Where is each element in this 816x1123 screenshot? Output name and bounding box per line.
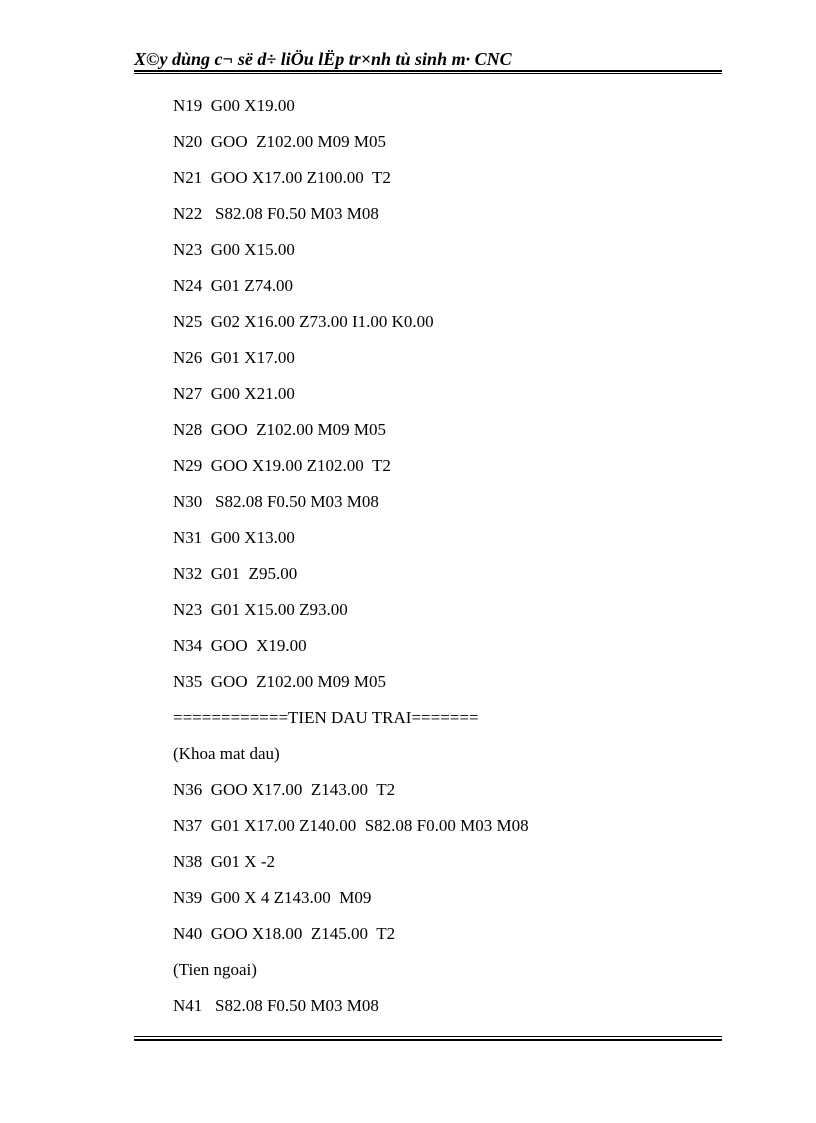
code-line: N20 GOO Z102.00 M09 M05 <box>173 132 386 151</box>
code-line: N27 G00 X21.00 <box>173 384 295 403</box>
page-header <box>134 48 722 70</box>
code-line: N19 G00 X19.00 <box>173 96 295 115</box>
code-line: N35 GOO Z102.00 M09 M05 <box>173 672 386 691</box>
footer-rule-thin <box>134 1036 722 1037</box>
code-line: N23 G00 X15.00 <box>173 240 295 259</box>
code-line: N25 G02 X16.00 Z73.00 I1.00 K0.00 <box>173 312 434 331</box>
header-rule-thin <box>134 73 722 74</box>
code-line: N34 GOO X19.00 <box>173 636 307 655</box>
code-line: N36 GOO X17.00 Z143.00 T2 <box>173 780 396 799</box>
code-line: N23 G01 X15.00 Z93.00 <box>173 600 348 619</box>
section-comment: (Tien ngoai) <box>173 960 257 979</box>
code-line: N40 GOO X18.00 Z145.00 T2 <box>173 924 396 943</box>
code-line: N41 S82.08 F0.50 M03 M08 <box>173 996 379 1015</box>
program-listing <box>173 94 733 1030</box>
header-rule-thick <box>134 70 722 72</box>
code-line: N32 G01 Z95.00 <box>173 564 298 583</box>
code-line: N31 G00 X13.00 <box>173 528 295 547</box>
code-line: N24 G01 Z74.00 <box>173 276 293 295</box>
code-line: N38 G01 X -2 <box>173 852 275 871</box>
code-line: N21 GOO X17.00 Z100.00 T2 <box>173 168 391 187</box>
code-line: N39 G00 X 4 Z143.00 M09 <box>173 888 372 907</box>
footer-rule-thick <box>134 1039 722 1041</box>
header-title: X©y dùng c¬ së d÷ liÖu lËp tr×nh tù sinh m· CNC <box>134 49 512 69</box>
code-line: N28 GOO Z102.00 M09 M05 <box>173 420 386 439</box>
code-line: N26 G01 X17.00 <box>173 348 295 367</box>
section-divider: ============TIEN DAU TRAI======= <box>173 708 479 727</box>
code-line: N30 S82.08 F0.50 M03 M08 <box>173 492 379 511</box>
section-comment: (Khoa mat dau) <box>173 744 280 763</box>
code-line: N37 G01 X17.00 Z140.00 S82.08 F0.00 M03 M08 <box>173 816 529 835</box>
code-line: N22 S82.08 F0.50 M03 M08 <box>173 204 379 223</box>
code-line: N29 GOO X19.00 Z102.00 T2 <box>173 456 391 475</box>
